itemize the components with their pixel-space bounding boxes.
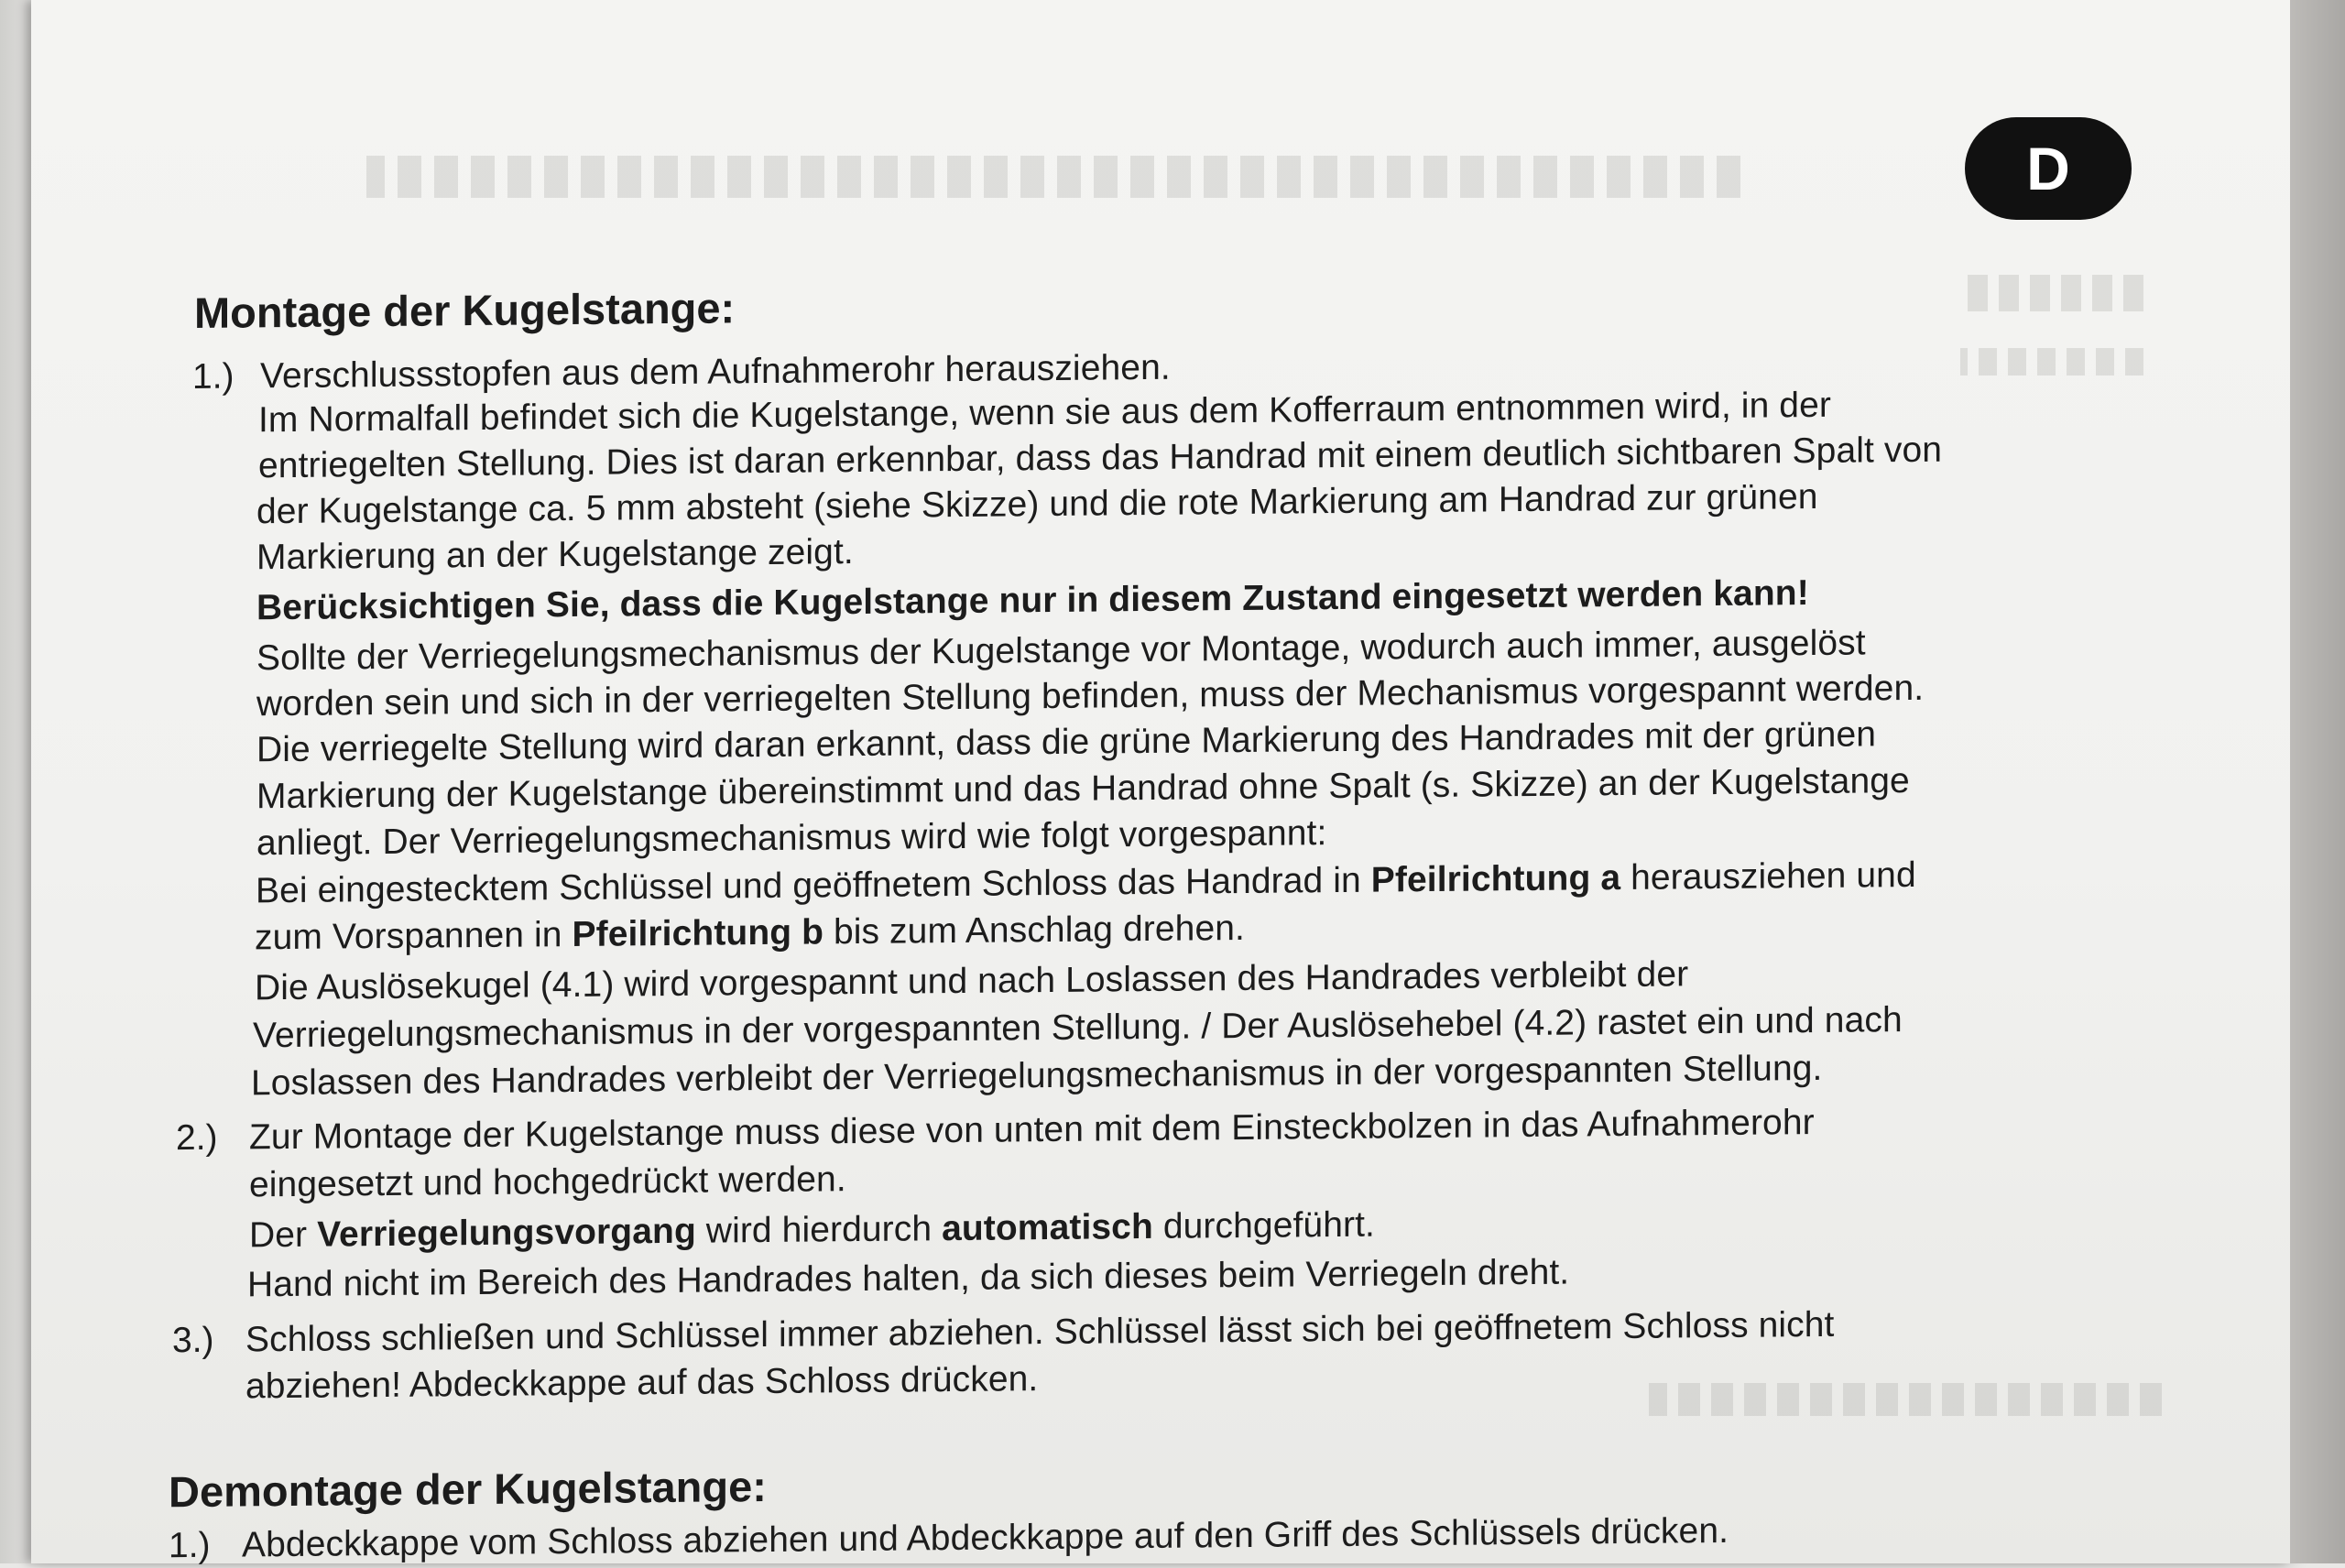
step-text-part: herausziehen und	[1620, 855, 1916, 898]
warning-text	[256, 573, 1809, 628]
step-text: Markierung an der Kugelstange zeigt.	[256, 532, 854, 578]
step-text-part: Der	[249, 1214, 318, 1256]
step-text-part: wird hierdurch	[695, 1209, 943, 1251]
step-text-part: Bei eingestecktem Schlüssel und geöffnetem Schloss das Handrad in	[256, 860, 1371, 911]
step-text: Hand nicht im Bereich des Handrades halten, da sich dieses beim Verriegeln dreht.	[247, 1252, 1570, 1305]
step-number: 2.)	[176, 1117, 218, 1159]
emphasis-text: automatisch	[942, 1206, 1153, 1249]
step-text	[256, 855, 1916, 911]
step-text-part: bis zum Anschlag drehen.	[823, 908, 1245, 953]
step-text-part: zum Vorspannen in	[255, 915, 573, 958]
step-text: entriegelten Stellung. Dies ist daran erkennbar, dass das Handrad mit einem deutlich sichtbaren Spalt von	[258, 430, 1943, 486]
step-text: Abdeckkappe vom Schloss abziehen und Abdeckkappe auf den Griff des Schlüssels drücken.	[242, 1510, 1729, 1565]
section-title-demontage: Demontage der Kugelstange:	[169, 1461, 767, 1517]
language-badge: D	[1965, 117, 2132, 220]
step-text: Sollte der Verriegelungsmechanismus der Kugelstange vor Montage, wodurch auch immer, ausgelöst	[256, 623, 1866, 679]
emphasis-text: Pfeilrichtung b	[572, 912, 824, 955]
step-text: Schloss schließen und Schlüssel immer abziehen. Schlüssel lässt sich bei geöffnetem Schloss nicht	[245, 1304, 1835, 1360]
step-text	[249, 1205, 1375, 1257]
emphasis-text: Verriegelungsvorgang	[317, 1211, 696, 1255]
step-text: der Kugelstange ca. 5 mm absteht (siehe Skizze) und die rote Markierung am Handrad zur grünen	[256, 476, 1818, 532]
step-text: Die verriegelte Stellung wird daran erkannt, dass die grüne Markierung des Handrades mit der grünen	[256, 714, 1877, 770]
step-number: 1.)	[169, 1525, 211, 1566]
step-text-part: durchgeführt.	[1152, 1204, 1375, 1247]
step-number: 1.)	[192, 356, 234, 397]
step-text	[255, 909, 1245, 958]
step-text: Im Normalfall befindet sich die Kugelstange, wenn sie aus dem Kofferraum entnommen wird, in der	[258, 385, 1831, 441]
section-title-montage: Montage der Kugelstange:	[194, 283, 736, 337]
step-text: anliegt. Der Verriegelungsmechanismus wird wie folgt vorgespannt:	[256, 813, 1327, 864]
step-text: Markierung der Kugelstange übereinstimmt und das Handrad ohne Spalt (s. Skizze) an der Kugelstange	[256, 760, 1910, 817]
step-text: abziehen! Abdeckkappe auf das Schloss drücken.	[245, 1359, 1039, 1407]
step-text: eingesetzt und hochgedrückt werden.	[249, 1160, 846, 1205]
step-text: Zur Montage der Kugelstange muss diese von unten mit dem Einsteckbolzen in das Aufnahmerohr	[249, 1102, 1815, 1158]
step-text: Loslassen des Handrades verbleibt der Verriegelungsmechanismus in der vorgespannten Stellung.	[251, 1048, 1823, 1104]
step-text: worden sein und sich in der verriegelten Stellung befinden, muss der Mechanismus vorgespannt werden.	[256, 668, 1925, 724]
emphasis-text: Pfeilrichtung a	[1370, 858, 1621, 900]
step-text: Verschlussstopfen aus dem Aufnahmerohr herausziehen.	[260, 347, 1171, 397]
step-text: Verriegelungsmechanismus in der vorgespannten Stellung. / Der Auslösehebel (4.2) rastet ein und nach	[253, 1000, 1903, 1056]
step-number: 3.)	[172, 1320, 214, 1361]
step-text: Die Auslösekugel (4.1) wird vorgespannt und nach Loslassen des Handrades verbleibt der	[255, 954, 1689, 1008]
warning-text-content: Berücksichtigen Sie, dass die Kugelstange nur in diesem Zustand eingesetzt werden kann!	[256, 573, 1809, 628]
